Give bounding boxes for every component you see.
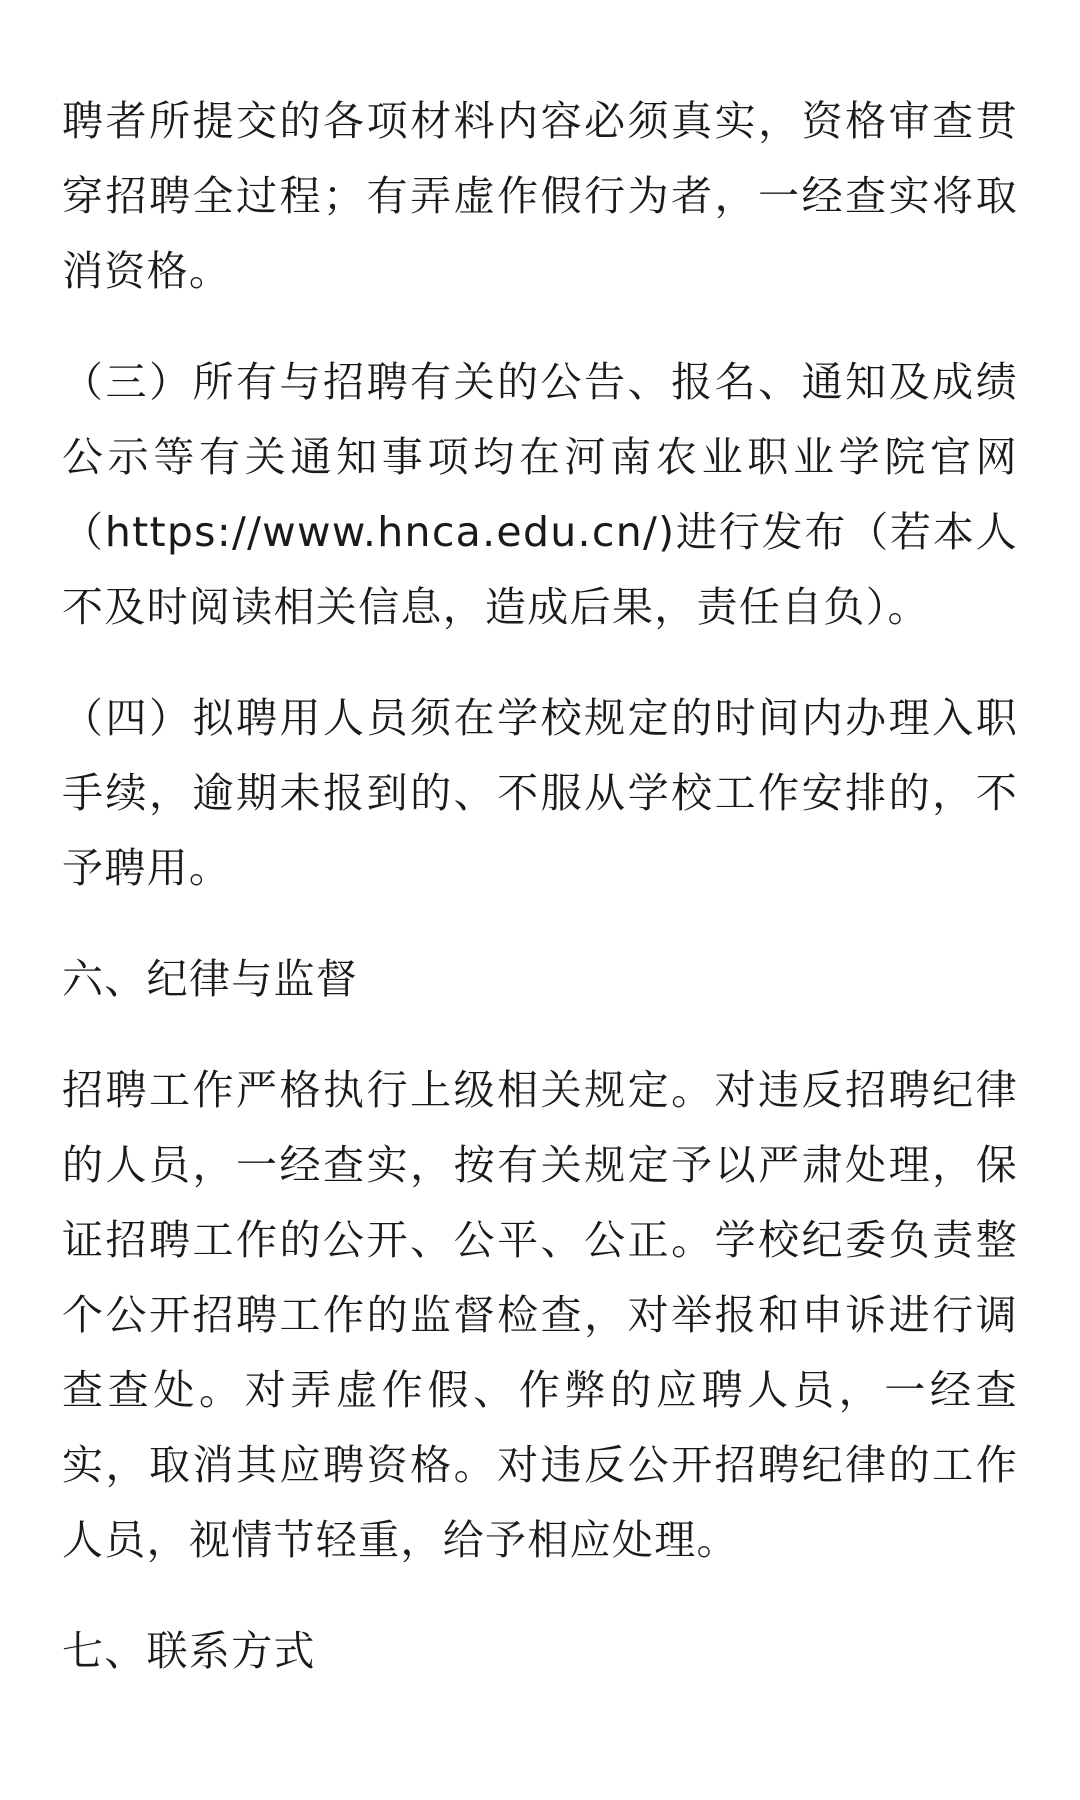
section-heading-contact: 七、联系方式 [62,1627,316,1675]
paragraph-material-authenticity: 聘者所提交的各项材料内容必须真实，资格审查贯穿招聘全过程；有弄虚作假行为者，一经查实将取消资格。 [62,97,1018,295]
paragraph-discipline-supervision: 招聘工作严格执行上级相关规定。对违反招聘纪律的人员，一经查实，按有关规定予以严肃处理，保证招聘工作的公开、公平、公正。学校纪委负责整个公开招聘工作的监督检查，对举报和申诉进行调查查处。对弄虚作假、作弊的应聘人员，一经查实，取消其应聘资格。对违反公开招聘纪律的工作人员，视情节轻重，给予相应处理。 [62,1066,1018,1564]
paragraph-announcement-website: （三）所有与招聘有关的公告、报名、通知及成绩公示等有关通知事项均在河南农业职业学院官网（https://www.hnca.edu.cn/)进行发布（若本人不及时阅读相关信息，造成后果，责任自负）。 [62,358,1018,631]
paragraph-onboarding-deadline: （四）拟聘用人员须在学校规定的时间内办理入职手续，逾期未报到的、不服从学校工作安排的，不予聘用。 [62,694,1018,892]
section-heading-discipline: 六、纪律与监督 [62,955,359,1003]
